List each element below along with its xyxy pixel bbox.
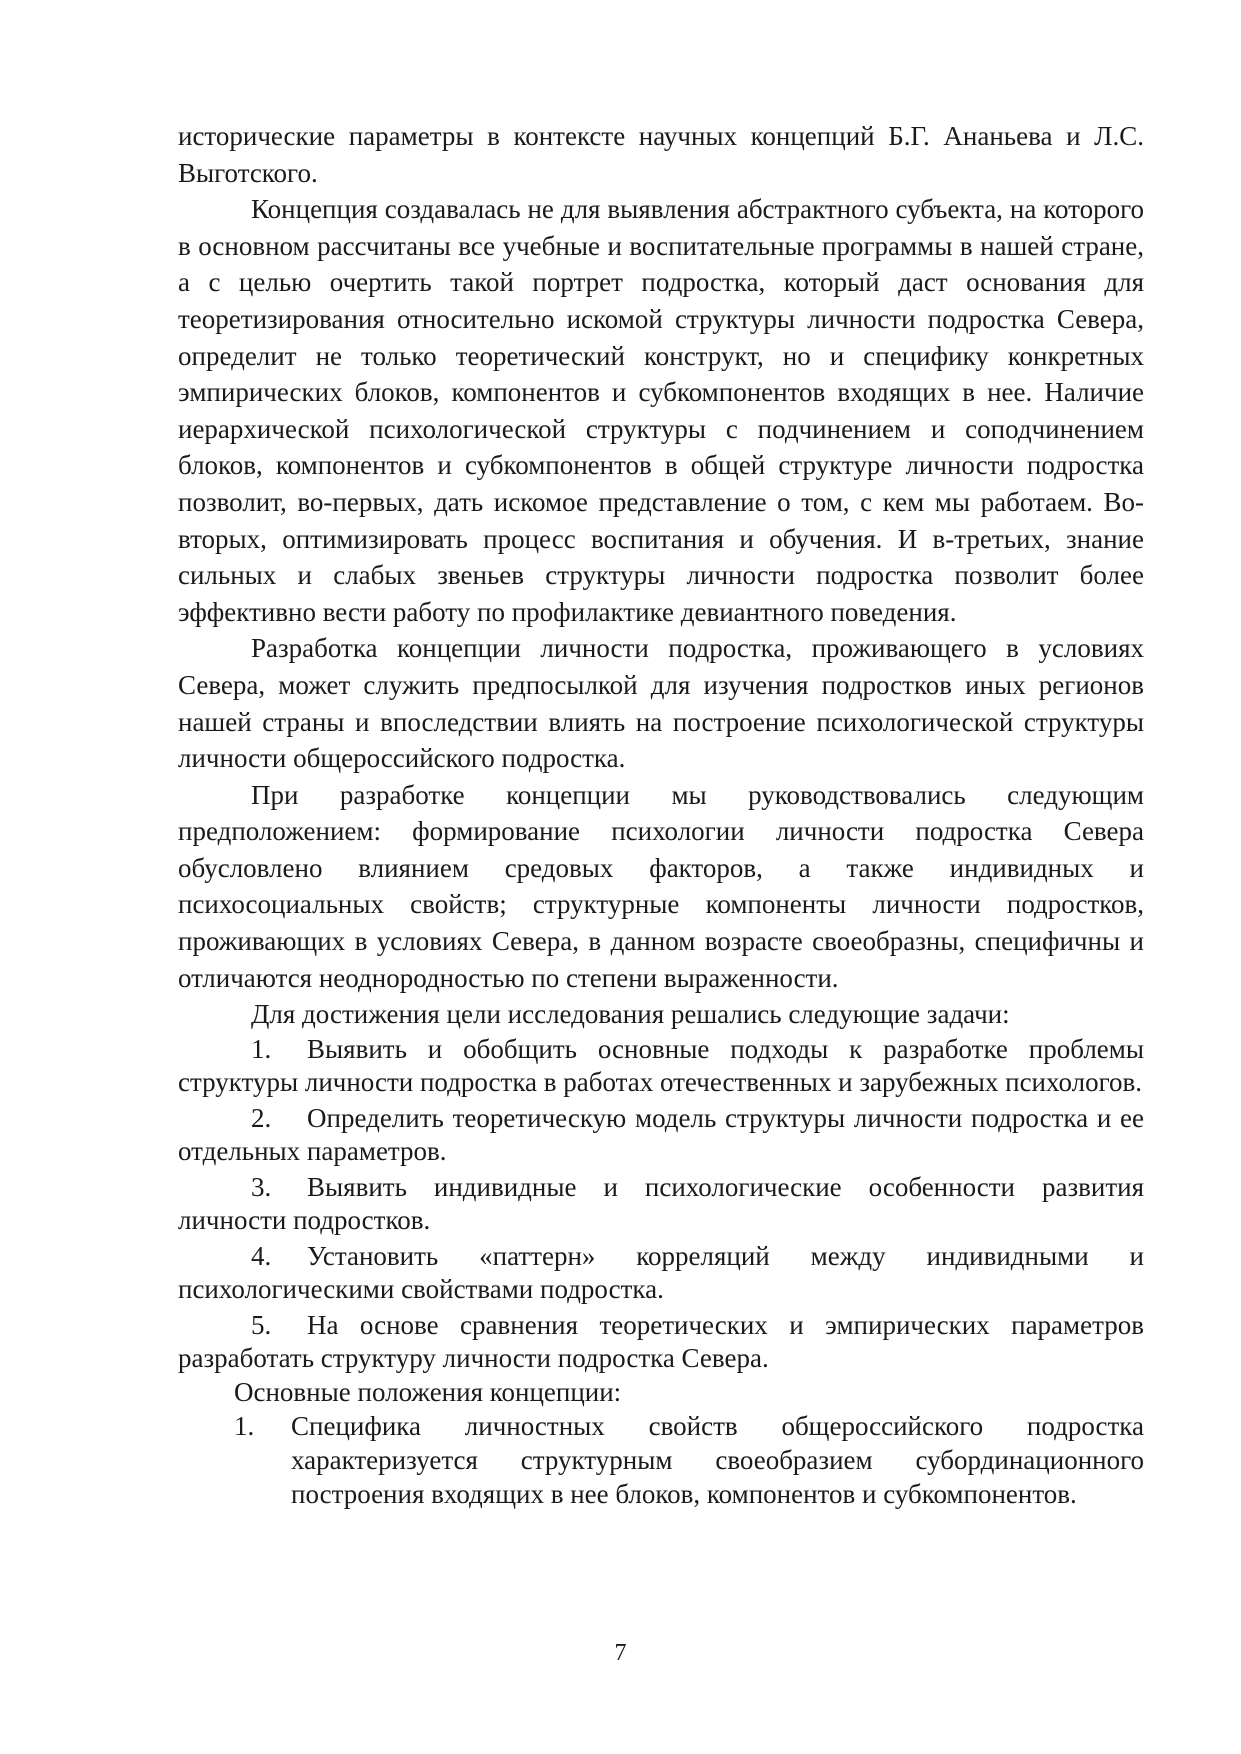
task-text: Определить теоретическую модель структуры личности подростка и ее отдельных параметров. (178, 1102, 1144, 1166)
page-number: 7 (614, 1640, 627, 1666)
task-list (178, 1033, 1144, 1375)
task-item (178, 1102, 1144, 1168)
paragraph-development: Разработка концепции личности подростка, проживающего в условиях Севера, может служить предпосылкой для изучения подростков иных регионов нашей страны и впоследствии влиять на построение психологической структуры личности общероссийского подростка. (178, 633, 1144, 774)
task-item (178, 1240, 1144, 1306)
task-text: На основе сравнения теоретических и эмпирических параметров разработать структуру личности подростка Севера. (178, 1309, 1144, 1373)
task-number: 2. (251, 1102, 272, 1133)
document-page (178, 118, 1144, 1511)
task-item (178, 1033, 1144, 1099)
task-text: Выявить и обобщить основные подходы к разработке проблемы структуры личности подростка в работах отечественных и зарубежных психологов. (178, 1033, 1144, 1097)
paragraph-concept: Концепция создавалась не для выявления абстрактного субъекта, на которого в основном рассчитаны все учебные и воспитательные программы в нашей стране, а с целью очертить такой портрет подростка, который даст основания для теоретизирования относительно искомой структуры личности подростка Севера, определит не только теоретический конструкт, но и специфику конкретных эмпирических блоков, компонентов и субкомпонентов входящих в нее. Наличие иерархической психологической структуры с подчинением и соподчинением блоков, компонентов и субкомпонентов в общей структуре личности подростка позволит, во-первых, дать искомое представление о том, с кем мы работаем. Во-вторых, оптимизировать процесс воспитания и обучения. И в-третьих, знание сильных и слабых звеньев структуры личности подростка позволит более эффективно вести работу по профилактике девиантного поведения. (178, 194, 1144, 627)
task-item (178, 1171, 1144, 1237)
task-number: 4. (251, 1240, 272, 1271)
paragraph-intro: исторические параметры в контексте научных концепций Б.Г. Ананьева и Л.С. Выготского. (178, 121, 1144, 188)
task-text: Установить «паттерн» корреляций между индивидными и психологическими свойствами подростка. (178, 1240, 1144, 1304)
concept-item (178, 1409, 1144, 1511)
task-number: 5. (251, 1309, 272, 1340)
paragraph-hypothesis: При разработке концепции мы руководствовались следующим предположением: формирование психологии личности подростка Севера обусловлено влиянием средовых факторов, а также индивидных и психосоциальных свойств; структурные компоненты личности подростков, проживающих в условиях Севера, в данном возрасте своеобразны, специфичны и отличаются неоднородностью по степени выраженности. (178, 779, 1144, 993)
concept-number: 1. (234, 1410, 255, 1441)
paragraph-tasks-intro: Для достижения цели исследования решались следующие задачи: (251, 999, 1010, 1030)
task-number: 3. (251, 1171, 272, 1202)
concept-text: Специфика личностных свойств общероссийского подростка характеризуется структурным своеобразием субординационного построения входящих в нее блоков, компонентов и субкомпонентов. (291, 1410, 1144, 1509)
task-item (178, 1309, 1144, 1375)
task-number: 1. (251, 1033, 272, 1064)
concept-heading: Основные положения концепции: (234, 1376, 622, 1407)
concept-list (178, 1409, 1144, 1511)
task-text: Выявить индивидные и психологические особенности развития личности подростков. (178, 1171, 1144, 1235)
